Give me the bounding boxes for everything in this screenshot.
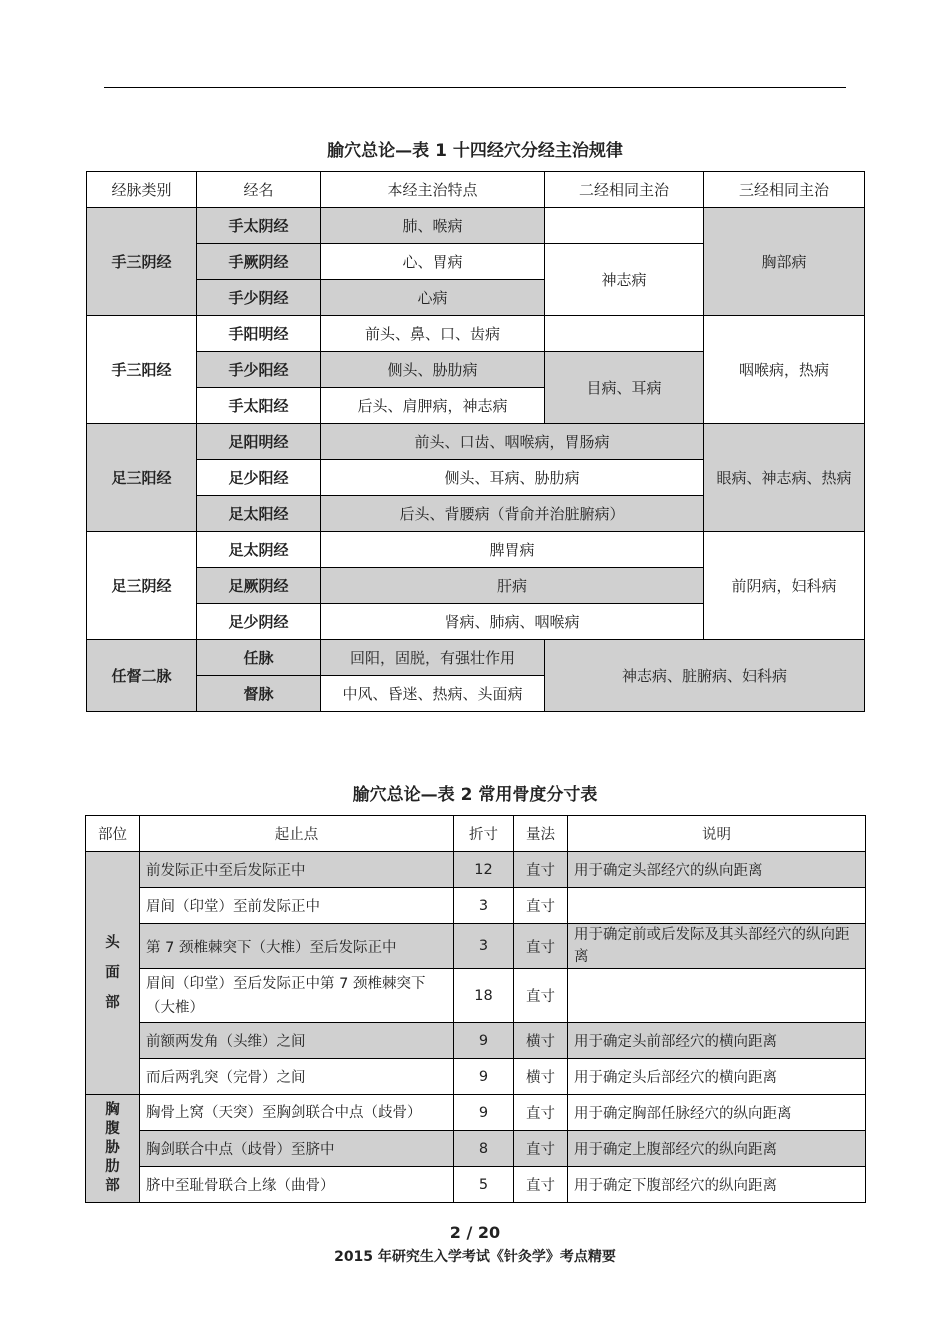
meridian-name: 足少阳经 [197,460,321,496]
table-row [86,1059,866,1095]
meridian-name: 任脉 [197,640,321,676]
main-indication: 后头、背腰病（背俞并治脏腑病） [321,496,704,532]
table-row [86,1167,866,1203]
note-cell: 用于确定头部经穴的纵向距离 [568,852,866,888]
col-header: 折寸 [454,816,514,852]
col-header: 部位 [86,816,140,852]
range-cell: 第 7 颈椎棘突下（大椎）至后发际正中 [140,924,454,969]
table-row [86,852,866,888]
table2-header-row [86,816,866,852]
note-cell: 用于确定头前部经穴的横向距离 [568,1023,866,1059]
table-row [86,888,866,924]
cun-cell: 8 [454,1131,514,1167]
region-chest-abdomen [86,1095,140,1203]
col-header: 三经相同主治 [704,172,865,208]
table-row [86,1095,866,1131]
region-char: 肋 [105,1159,120,1175]
two-meridian-empty [545,316,704,352]
table-row [86,924,866,969]
meridian-name: 足太阳经 [197,496,321,532]
range-cell: 胸剑联合中点（歧骨）至脐中 [140,1131,454,1167]
col-header: 量法 [514,816,568,852]
category-cell: 任督二脉 [87,640,197,712]
region-char: 部 [105,1178,120,1194]
two-meridian-indication: 目病、耳病 [545,352,704,424]
table-row [87,640,865,676]
cun-cell: 5 [454,1167,514,1203]
main-indication: 肝病 [321,568,704,604]
col-header: 起止点 [140,816,454,852]
main-indication: 前头、鼻、口、齿病 [321,316,545,352]
table-row [87,532,865,568]
table-row [86,969,866,1023]
table2 [85,815,866,1203]
note-cell: 用于确定前或后发际及其头部经穴的纵向距离 [568,924,866,969]
method-cell: 直寸 [514,969,568,1023]
meridian-name: 足少阴经 [197,604,321,640]
meridian-name: 手少阴经 [197,280,321,316]
table-row [86,1131,866,1167]
meridian-name: 足太阴经 [197,532,321,568]
range-cell: 眉间（印堂）至后发际正中第 7 颈椎棘突下（大椎） [140,969,454,1023]
col-header: 经脉类别 [87,172,197,208]
range-cell: 前额两发角（头维）之间 [140,1023,454,1059]
main-indication: 侧头、耳病、胁肋病 [321,460,704,496]
region-char: 头 [105,935,120,951]
two-meridian-indication: 神志病 [545,244,704,316]
method-cell: 横寸 [514,1023,568,1059]
footer-subtitle: 2015 年研究生入学考试《针灸学》考点精要 [334,1249,616,1265]
category-cell: 足三阴经 [87,532,197,640]
method-cell: 直寸 [514,1167,568,1203]
meridian-name: 督脉 [197,676,321,712]
meridian-name: 足厥阴经 [197,568,321,604]
method-cell: 直寸 [514,852,568,888]
main-indication: 前头、口齿、咽喉病，胃肠病 [321,424,704,460]
note-cell: 用于确定胸部任脉经穴的纵向距离 [568,1095,866,1131]
note-cell: 用于确定下腹部经穴的纵向距离 [568,1167,866,1203]
range-cell: 眉间（印堂）至前发际正中 [140,888,454,924]
region-char: 面 [105,965,120,981]
main-indication: 心病 [321,280,545,316]
range-cell: 胸骨上窝（天突）至胸剑联合中点（歧骨） [140,1095,454,1131]
header-rule [104,87,846,88]
col-header: 本经主治特点 [321,172,545,208]
cun-cell: 12 [454,852,514,888]
main-indication: 侧头、胁肋病 [321,352,545,388]
main-indication: 肾病、肺病、咽喉病 [321,604,704,640]
meridian-name: 手太阴经 [197,208,321,244]
range-cell: 前发际正中至后发际正中 [140,852,454,888]
meridian-name: 足阳明经 [197,424,321,460]
three-meridian-indication: 咽喉病，热病 [704,316,865,424]
shared-indication: 神志病、脏腑病、妇科病 [545,640,865,712]
page-number: 2 / 20 [449,1223,501,1242]
main-indication: 后头、肩胛病，神志病 [321,388,545,424]
region-head-face [86,852,140,1095]
main-indication: 心、胃病 [321,244,545,280]
three-meridian-indication: 前阴病，妇科病 [704,532,865,640]
main-indication: 中风、昏迷、热病、头面病 [321,676,545,712]
note-cell [568,969,866,1023]
range-cell: 而后两乳突（完骨）之间 [140,1059,454,1095]
region-char: 腹 [105,1121,120,1137]
method-cell: 直寸 [514,1095,568,1131]
table1 [86,171,865,712]
category-cell: 手三阴经 [87,208,197,316]
cun-cell: 18 [454,969,514,1023]
table2-title: 腧穴总论—表 2 常用骨度分寸表 [352,785,598,805]
region-char: 胸 [105,1102,120,1118]
meridian-name: 手阳明经 [197,316,321,352]
note-cell: 用于确定上腹部经穴的纵向距离 [568,1131,866,1167]
cun-cell: 3 [454,924,514,969]
meridian-name: 手厥阴经 [197,244,321,280]
main-indication: 脾胃病 [321,532,704,568]
two-meridian-empty [545,208,704,244]
cun-cell: 9 [454,1059,514,1095]
method-cell: 直寸 [514,1131,568,1167]
region-char: 胁 [105,1140,120,1156]
cun-cell: 9 [454,1095,514,1131]
cun-cell: 9 [454,1023,514,1059]
table-row [87,208,865,244]
category-cell: 足三阳经 [87,424,197,532]
meridian-name: 手少阳经 [197,352,321,388]
three-meridian-indication: 胸部病 [704,208,865,316]
table1-header-row [87,172,865,208]
main-indication: 肺、喉病 [321,208,545,244]
method-cell: 横寸 [514,1059,568,1095]
col-header: 二经相同主治 [545,172,704,208]
col-header: 说明 [568,816,866,852]
table-row [87,424,865,460]
col-header: 经名 [197,172,321,208]
region-char: 部 [105,995,120,1011]
note-cell: 用于确定头后部经穴的横向距离 [568,1059,866,1095]
note-cell [568,888,866,924]
meridian-name: 手太阳经 [197,388,321,424]
method-cell: 直寸 [514,924,568,969]
cun-cell: 3 [454,888,514,924]
method-cell: 直寸 [514,888,568,924]
category-cell: 手三阳经 [87,316,197,424]
table-row [87,316,865,352]
range-cell: 脐中至耻骨联合上缘（曲骨） [140,1167,454,1203]
main-indication: 回阳，固脱，有强壮作用 [321,640,545,676]
table-row [86,1023,866,1059]
three-meridian-indication: 眼病、神志病、热病 [704,424,865,532]
table1-title: 腧穴总论—表 1 十四经穴分经主治规律 [327,141,623,161]
